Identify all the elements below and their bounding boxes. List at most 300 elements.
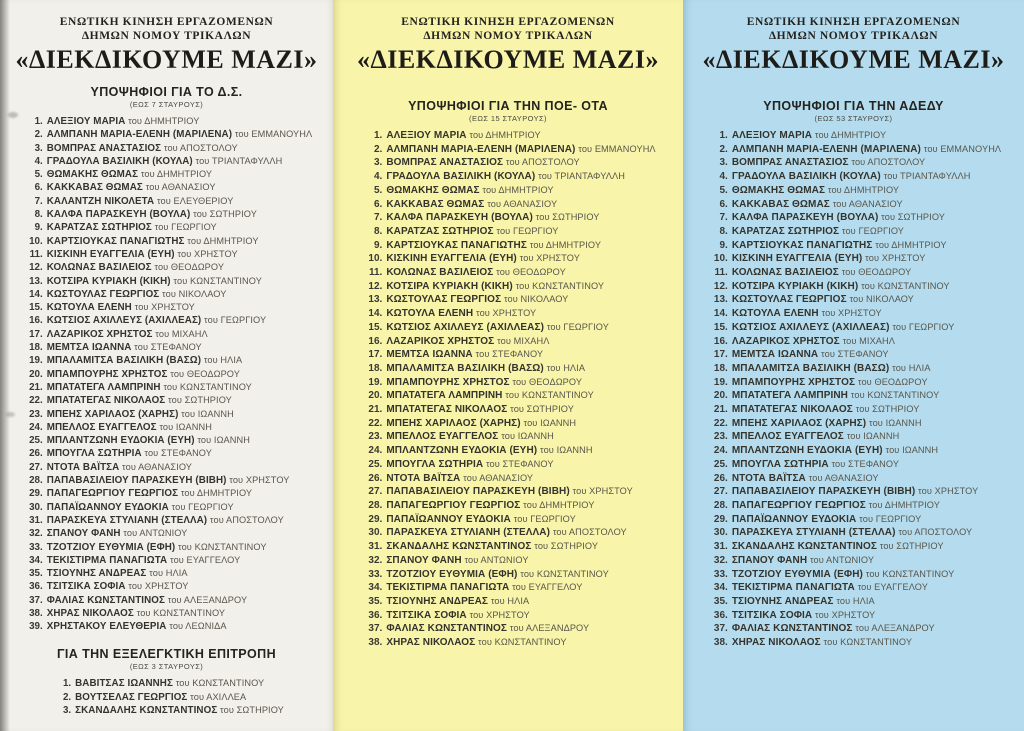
- candidate-row: [706, 444, 1001, 458]
- candidate-name: ΤΖΟΤΖΙΟΥ ΕΥΘΥΜΙΑ (ΕΦΗ): [46, 541, 176, 553]
- candidate-name: ΚΑΡΑΤΖΑΣ ΣΩΤΗΡΙΟΣ: [386, 225, 494, 237]
- candidate-patronymic: του ΚΩΝΣΤΑΝΤΙΝΟΥ: [850, 390, 940, 401]
- candidate-number: 11.: [714, 267, 728, 279]
- candidate-name: ΜΠΑΤΑΤΕΓΑΣ ΝΙΚΟΛΑΟΣ: [386, 404, 508, 416]
- candidate-row: [706, 266, 1001, 280]
- candidate-list: [360, 129, 655, 650]
- candidate-patronymic: του ΧΡΗΣΤΟΥ: [134, 302, 195, 313]
- candidate-name: ΜΠΑΛΑΜΙΤΣΑ ΒΑΣΙΛΙΚΗ (ΒΑΣΩ): [46, 355, 202, 367]
- candidate-number: 36.: [713, 609, 728, 621]
- candidate-number: 29.: [713, 513, 728, 525]
- candidate-row: [706, 636, 1001, 650]
- candidate-number: 29.: [29, 488, 43, 500]
- candidate-number: 9.: [719, 239, 728, 251]
- candidate-row: [706, 376, 1001, 390]
- candidate-number: 22.: [29, 395, 43, 407]
- candidate-patronymic: του ΓΕΩΡΓΙΟΥ: [204, 315, 267, 326]
- candidate-list: [49, 677, 284, 717]
- candidate-patronymic: του ΧΡΗΣΤΟΥ: [177, 248, 238, 259]
- candidate-number: 27.: [29, 461, 43, 473]
- candidate-number: 12.: [368, 280, 383, 292]
- candidate-name: ΓΡΑΔΟΥΛΑ ΒΑΣΙΛΙΚΗ (ΚΟΥΛΑ): [386, 171, 536, 183]
- candidate-patronymic: του ΑΠΟΣΤΟΛΟΥ: [209, 514, 284, 525]
- slogan: «ΔΙΕΚΔΙΚΟΥΜΕ ΜΑΖΙ»: [15, 45, 318, 74]
- candidate-patronymic: του ΧΡΗΣΤΟΥ: [865, 253, 926, 264]
- candidate-patronymic: του ΣΤΕΦΑΝΟΥ: [821, 349, 889, 360]
- candidate-patronymic: του ΜΙΧΑΗΛ: [497, 335, 550, 346]
- candidate-name: ΜΠΛΑΝΤΖΩΝΗ ΕΥΔΟΚΙΑ (ΕΥΗ): [46, 435, 195, 447]
- candidate-number: 15.: [713, 321, 728, 333]
- candidate-name: ΜΠΑΛΑΜΙΤΣΑ ΒΑΣΙΛΙΚΗ (ΒΑΣΩ): [731, 362, 890, 374]
- ballot-panel-poe-ota: [333, 0, 683, 731]
- candidate-name: ΚΑΚΚΑΒΑΣ ΘΩΜΑΣ: [731, 198, 830, 210]
- section-cross-limit: (ΕΩΣ 3 ΣΤΑΥΡΟΥΣ): [129, 662, 204, 672]
- candidate-patronymic: του ΚΩΝΣΤΑΝΤΙΝΟΥ: [823, 637, 913, 648]
- candidate-patronymic: του ΘΕΟΔΩΡΟΥ: [496, 267, 566, 278]
- candidate-number: 17.: [29, 328, 43, 340]
- candidate-name: ΜΠΕΛΛΟΣ ΕΥΑΓΓΕΛΟΣ: [731, 431, 844, 443]
- org-name-line1: ΕΝΩΤΙΚΗ ΚΙΝΗΣΗ ΕΡΓΑΖΟΜΕΝΩΝ: [746, 16, 961, 28]
- candidate-patronymic: του ΙΩΑΝΝΗ: [197, 435, 250, 446]
- candidate-patronymic: του ΔΗΜΗΤΡΙΟΥ: [140, 169, 213, 180]
- candidate-row: [360, 280, 655, 294]
- candidate-row: [21, 461, 313, 474]
- section-title: ΥΠΟΨΗΦΙΟΙ ΓΙΑ ΤΗΝ ΑΔΕΔΥ: [763, 99, 944, 113]
- candidate-row: [360, 499, 655, 513]
- candidate-number: 30.: [368, 527, 383, 539]
- candidate-name: ΣΠΑΝΟΥ ΦΑΝΗ: [386, 554, 462, 566]
- candidate-patronymic: του ΑΘΑΝΑΣΙΟΥ: [122, 461, 193, 472]
- candidate-number: 28.: [713, 499, 728, 511]
- candidate-row: [360, 170, 655, 184]
- candidate-number: 28.: [29, 475, 43, 487]
- org-name-line2: ΔΗΜΩΝ ΝΟΜΟΥ ΤΡΙΚΑΛΩΝ: [423, 29, 593, 42]
- candidate-patronymic: του ΕΥΑΓΓΕΛΟΥ: [857, 582, 928, 593]
- candidate-row: [21, 314, 313, 327]
- candidate-row: [706, 430, 1001, 444]
- candidate-number: 27.: [368, 486, 383, 498]
- candidate-name: ΚΑΛΑΝΤΖΗ ΝΙΚΟΛΕΤΑ: [46, 195, 155, 207]
- candidate-number: 10.: [713, 253, 728, 265]
- candidate-row: [706, 348, 1001, 362]
- candidate-name: ΜΠΕΗΣ ΧΑΡΙΛΑΟΣ (ΧΑΡΗΣ): [386, 417, 521, 429]
- candidate-patronymic: του ΗΛΙΑ: [836, 595, 875, 606]
- candidate-name: ΘΩΜΑΚΗΣ ΘΩΜΑΣ: [46, 169, 139, 181]
- candidate-number: 1.: [62, 678, 72, 690]
- candidate-number: 22.: [713, 417, 728, 429]
- candidate-row: [49, 704, 284, 717]
- candidate-row: [21, 394, 313, 407]
- candidate-number: 4.: [373, 171, 383, 183]
- candidate-row: [706, 595, 1001, 609]
- candidate-name: ΠΑΠΑΒΑΣΙΛΕΙΟΥ ΠΑΡΑΣΚΕΥΗ (ΒΙΒΗ): [386, 486, 570, 498]
- candidate-name: ΚΩΣΤΟΥΛΑΣ ΓΕΩΡΓΙΟΣ: [386, 294, 502, 306]
- candidate-patronymic: του ΑΘΑΝΑΣΙΟΥ: [487, 198, 558, 209]
- slogan: «ΔΙΕΚΔΙΚΟΥΜΕ ΜΑΖΙ»: [702, 45, 1005, 74]
- candidate-number: 20.: [713, 390, 728, 402]
- candidate-number: 21.: [29, 381, 43, 393]
- candidate-patronymic: του ΕΜΜΑΝΟΥΗΛ: [923, 143, 1002, 154]
- candidate-patronymic: του ΑΠΟΣΤΟΛΟΥ: [851, 157, 926, 168]
- candidate-row: [706, 389, 1001, 403]
- candidate-row: [706, 321, 1001, 335]
- candidate-patronymic: του ΔΗΜΗΤΡΙΟΥ: [814, 130, 887, 140]
- candidate-patronymic: του ΤΡΙΑΝΤΑΦΥΛΛΗ: [538, 171, 625, 182]
- candidate-name: ΓΡΑΔΟΥΛΑ ΒΑΣΙΛΙΚΗ (ΚΟΥΛΑ): [731, 171, 881, 183]
- candidate-name: ΚΩΤΣΙΟΣ ΑΧΙΛΛΕΥΣ (ΑΧΙΛΛΕΑΣ): [46, 315, 202, 327]
- candidate-patronymic: του ΛΕΩΝΙΔΑ: [169, 621, 227, 632]
- candidate-name: ΧΗΡΑΣ ΝΙΚΟΛΑΟΣ: [46, 607, 134, 619]
- candidate-list: [21, 115, 313, 634]
- candidate-patronymic: του ΗΛΙΑ: [203, 355, 243, 366]
- candidate-number: 5.: [373, 184, 383, 196]
- candidate-patronymic: του ΔΗΜΗΤΡΙΟΥ: [482, 184, 554, 195]
- candidate-row: [21, 142, 313, 155]
- org-name-line2: ΔΗΜΩΝ ΝΟΜΟΥ ΤΡΙΚΑΛΩΝ: [768, 29, 939, 42]
- candidate-number: 6.: [373, 198, 383, 210]
- candidate-number: 4.: [719, 171, 728, 183]
- candidate-patronymic: του ΘΕΟΔΩΡΟΥ: [841, 267, 912, 278]
- candidate-number: 21.: [713, 404, 728, 416]
- candidate-patronymic: του ΚΩΝΣΤΑΝΤΙΝΟΥ: [178, 541, 267, 552]
- candidate-row: [360, 485, 655, 499]
- candidate-name: ΤΕΚΙΣΤΙΡΜΑ ΠΑΝΑΓΙΩΤΑ: [46, 554, 168, 566]
- candidate-patronymic: του ΔΗΜΗΤΡΙΟΥ: [128, 116, 200, 126]
- candidate-patronymic: του ΕΛΕΥΘΕΡΙΟΥ: [156, 195, 234, 206]
- candidate-number: 33.: [713, 568, 728, 580]
- candidate-row: [21, 620, 313, 633]
- candidate-number: 38.: [29, 607, 43, 619]
- candidate-number: 11.: [368, 267, 383, 279]
- candidate-row: [21, 248, 313, 261]
- candidate-number: 2.: [373, 143, 383, 155]
- candidate-number: 19.: [713, 376, 728, 388]
- candidate-row: [360, 417, 655, 431]
- candidate-number: 10.: [368, 253, 383, 265]
- candidate-name: ΧΗΡΑΣ ΝΙΚΟΛΑΟΣ: [386, 637, 476, 649]
- candidate-name: ΒΟΜΠΡΑΣ ΑΝΑΣΤΑΣΙΟΣ: [46, 142, 162, 154]
- candidate-row: [360, 526, 655, 540]
- candidate-patronymic: του ΣΩΤΗΡΙΟΥ: [879, 541, 944, 552]
- candidate-patronymic: του ΙΩΑΝΝΗ: [885, 445, 939, 456]
- candidate-number: 6.: [34, 182, 43, 194]
- candidate-name: ΜΠΑΤΑΤΕΓΑΣ ΝΙΚΟΛΑΟΣ: [731, 404, 853, 416]
- candidate-patronymic: του ΚΩΝΣΤΑΝΤΙΝΟΥ: [520, 568, 609, 579]
- candidate-number: 28.: [368, 499, 383, 511]
- candidate-row: [21, 168, 313, 181]
- candidate-name: ΣΚΑΝΔΑΛΗΣ ΚΩΝΣΤΑΝΤΙΝΟΣ: [386, 541, 532, 553]
- candidate-number: 34.: [29, 554, 43, 566]
- candidate-number: 20.: [368, 390, 383, 402]
- candidate-name: ΚΑΡΑΤΖΑΣ ΣΩΤΗΡΙΟΣ: [46, 222, 152, 234]
- candidate-name: ΣΚΑΝΔΑΛΗΣ ΚΩΝΣΤΑΝΤΙΝΟΣ: [75, 704, 218, 716]
- candidate-number: 15.: [29, 302, 43, 314]
- candidate-name: ΚΩΤΣΙΟΣ ΑΧΙΛΛΕΥΣ (ΑΧΙΛΛΕΑΣ): [731, 321, 890, 333]
- candidate-name: ΠΑΠΑΪΩΑΝΝΟΥ ΕΥΔΟΚΙΑ: [731, 513, 857, 525]
- candidate-patronymic: του ΣΤΕΦΑΝΟΥ: [144, 448, 212, 459]
- section-cross-limit: (ΕΩΣ 7 ΣΤΑΥΡΟΥΣ): [129, 100, 204, 109]
- candidate-number: 24.: [713, 445, 728, 457]
- candidate-number: 35.: [29, 568, 43, 580]
- candidate-row: [706, 198, 1001, 212]
- candidate-number: 33.: [29, 541, 43, 553]
- candidate-number: 18.: [713, 362, 728, 374]
- candidate-patronymic: του ΓΕΩΡΓΙΟΥ: [171, 501, 234, 512]
- candidate-name: ΤΣΙΟΥΝΗΣ ΑΝΔΡΕΑΣ: [386, 595, 489, 607]
- candidate-patronymic: του ΑΠΟΣΤΟΛΟΥ: [163, 142, 238, 153]
- candidate-number: 7.: [719, 212, 728, 224]
- candidate-number: 32.: [29, 528, 43, 540]
- candidate-number: 38.: [368, 637, 383, 649]
- ballot-panel-ds: [0, 0, 333, 731]
- candidate-name: ΚΑΚΚΑΒΑΣ ΘΩΜΑΣ: [46, 182, 143, 194]
- candidate-name: ΒΟΜΠΡΑΣ ΑΝΑΣΤΑΣΙΟΣ: [386, 157, 504, 169]
- candidate-name: ΚΟΛΩΝΑΣ ΒΑΣΙΛΕΙΟΣ: [731, 267, 839, 279]
- candidate-number: 26.: [713, 472, 728, 484]
- candidate-row: [706, 581, 1001, 595]
- candidate-row: [360, 143, 655, 157]
- candidate-number: 1.: [34, 116, 43, 127]
- candidate-name: ΜΠΑΜΠΟΥΡΗΣ ΧΡΗΣΤΟΣ: [46, 368, 168, 380]
- candidate-patronymic: του ΤΡΙΑΝΤΑΦΥΛΛΗ: [883, 171, 971, 182]
- candidate-row: [21, 368, 313, 381]
- candidate-name: ΛΑΖΑΡΙΚΟΣ ΧΡΗΣΤΟΣ: [46, 328, 153, 340]
- candidate-row: [360, 321, 655, 335]
- candidate-number: 16.: [713, 335, 728, 347]
- candidate-row: [706, 307, 1001, 321]
- candidate-name: ΜΠΟΥΓΛΑ ΣΩΤΗΡΙΑ: [46, 448, 142, 460]
- candidate-row: [706, 225, 1001, 239]
- candidate-row: [21, 261, 313, 274]
- candidate-row: [49, 691, 284, 704]
- candidate-patronymic: του ΗΛΙΑ: [892, 362, 931, 373]
- candidate-number: 37.: [368, 623, 383, 635]
- candidate-name: ΜΕΜΤΣΑ ΙΩΑΝΝΑ: [46, 342, 132, 354]
- candidate-name: ΠΑΠΑΓΕΩΡΓΙΟΥ ΓΕΩΡΓΙΟΣ: [731, 499, 866, 511]
- candidate-number: 5.: [34, 169, 43, 181]
- candidate-name: ΠΑΠΑΒΑΣΙΛΕΙΟΥ ΠΑΡΑΣΚΕΥΗ (ΒΙΒΗ): [731, 486, 916, 498]
- section-title: ΥΠΟΨΗΦΙΟΙ ΓΙΑ ΤΗΝ ΠΟΕ- ΟΤΑ: [408, 99, 608, 113]
- candidate-row: [360, 293, 655, 307]
- candidate-number: 30.: [713, 527, 728, 539]
- candidate-patronymic: του ΑΠΟΣΤΟΛΟΥ: [505, 157, 580, 168]
- candidate-name: ΦΑΛΙΑΣ ΚΩΝΣΤΑΝΤΙΝΟΣ: [731, 623, 853, 635]
- candidate-patronymic: του ΣΩΤΗΡΙΟΥ: [881, 212, 945, 223]
- candidate-number: 23.: [368, 431, 383, 443]
- candidate-name: ΚΩΣΤΟΥΛΑΣ ΓΕΩΡΓΙΟΣ: [46, 288, 160, 300]
- candidate-number: 35.: [713, 595, 728, 607]
- candidate-patronymic: του ΔΗΜΗΤΡΙΟΥ: [529, 239, 602, 250]
- candidate-row: [21, 554, 313, 567]
- candidate-name: ΒΑΒΙΤΣΑΣ ΙΩΑΝΝΗΣ: [75, 678, 173, 690]
- candidate-row: [49, 677, 284, 690]
- candidate-row: [21, 434, 313, 447]
- candidate-patronymic: του ΑΘΑΝΑΣΙΟΥ: [808, 472, 879, 483]
- candidate-name: ΤΖΟΤΖΙΟΥ ΕΥΘΥΜΙΑ (ΕΦΗ): [386, 568, 518, 580]
- candidate-patronymic: του ΔΗΜΗΤΡΙΟΥ: [875, 239, 947, 250]
- candidate-patronymic: του ΚΩΝΣΤΑΝΤΙΝΟΥ: [515, 280, 605, 291]
- candidate-patronymic: του ΣΤΕΦΑΝΟΥ: [485, 458, 554, 469]
- section-title: ΥΠΟΨΗΦΙΟΙ ΓΙΑ ΤΟ Δ.Σ.: [90, 85, 243, 99]
- candidate-patronymic: του ΓΕΩΡΓΙΟΥ: [841, 225, 905, 236]
- candidate-row: [21, 128, 313, 141]
- candidate-name: ΑΛΜΠΑΝΗ ΜΑΡΙΑ-ΕΛΕΝΗ (ΜΑΡΙΛΕΝΑ): [46, 129, 233, 141]
- candidate-number: 12.: [29, 262, 43, 274]
- candidate-row: [21, 208, 313, 221]
- candidate-patronymic: του ΗΛΙΑ: [546, 362, 586, 373]
- candidate-name: ΜΠΛΑΝΤΖΩΝΗ ΕΥΔΟΚΙΑ (ΕΥΗ): [731, 445, 883, 457]
- candidate-name: ΘΩΜΑΚΗΣ ΘΩΜΑΣ: [731, 184, 826, 196]
- candidate-patronymic: του ΚΩΝΣΤΑΝΤΙΝΟΥ: [861, 280, 950, 291]
- candidate-patronymic: του ΘΕΟΔΩΡΟΥ: [170, 368, 240, 379]
- candidate-name: ΚΩΤΟΥΛΑ ΕΛΕΝΗ: [386, 308, 474, 320]
- candidate-row: [21, 275, 313, 288]
- candidate-name: ΤΣΙΟΥΝΗΣ ΑΝΔΡΕΑΣ: [46, 568, 147, 580]
- candidate-row: [360, 581, 655, 595]
- candidate-patronymic: του ΑΝΤΩΝΙΟΥ: [123, 528, 188, 539]
- candidate-row: [21, 381, 313, 394]
- candidate-name: ΚΙΣΚΙΝΗ ΕΥΑΓΓΕΛΙΑ (ΕΥΗ): [46, 248, 175, 260]
- candidate-number: 29.: [368, 513, 383, 525]
- candidate-patronymic: του ΚΩΝΣΤΑΝΤΙΝΟΥ: [865, 568, 955, 579]
- candidate-name: ΑΛΕΞΙΟΥ ΜΑΡΙΑ: [386, 130, 467, 141]
- candidate-row: [360, 239, 655, 253]
- candidate-name: ΣΠΑΝΟΥ ΦΑΝΗ: [731, 554, 808, 566]
- candidate-row: [21, 354, 313, 367]
- ballot-panel-adedy: [683, 0, 1024, 731]
- candidate-patronymic: του ΔΗΜΗΤΡΙΟΥ: [827, 184, 900, 195]
- candidate-number: 18.: [368, 362, 383, 374]
- candidate-number: 31.: [368, 541, 383, 553]
- candidate-number: 3.: [719, 157, 728, 169]
- ballot-section: [333, 99, 683, 650]
- candidate-number: 7.: [373, 212, 383, 224]
- candidate-number: 3.: [373, 157, 383, 169]
- candidate-name: ΠΑΡΑΣΚΕΥΑ ΣΤΥΛΙΑΝΗ (ΣΤΕΛΛΑ): [731, 527, 896, 539]
- candidate-name: ΦΑΛΙΑΣ ΚΩΝΣΤΑΝΤΙΝΟΣ: [46, 594, 165, 606]
- candidate-number: 17.: [368, 349, 383, 361]
- candidate-name: ΚΩΣΤΟΥΛΑΣ ΓΕΩΡΓΙΟΣ: [731, 294, 847, 306]
- candidate-row: [360, 307, 655, 321]
- candidate-patronymic: του ΑΠΟΣΤΟΛΟΥ: [552, 527, 627, 538]
- candidate-name: ΚΑΡΑΤΖΑΣ ΣΩΤΗΡΙΟΣ: [731, 225, 840, 237]
- candidate-row: [21, 580, 313, 593]
- candidate-number: 35.: [368, 595, 383, 607]
- candidate-number: 14.: [368, 308, 383, 320]
- candidate-number: 34.: [368, 582, 383, 594]
- candidate-patronymic: του ΣΩΤΗΡΙΟΥ: [510, 404, 574, 415]
- candidate-name: ΚΙΣΚΙΝΗ ΕΥΑΓΓΕΛΙΑ (ΕΥΗ): [731, 253, 863, 265]
- candidate-number: 25.: [713, 458, 728, 470]
- candidate-number: 21.: [368, 404, 383, 416]
- candidate-row: [21, 447, 313, 460]
- candidate-name: ΚΩΤΟΥΛΑ ΕΛΕΝΗ: [46, 302, 132, 314]
- candidate-name: ΚΑΛΦΑ ΠΑΡΑΣΚΕΥΗ (ΒΟΥΛΑ): [386, 212, 533, 224]
- candidate-number: 37.: [713, 623, 728, 635]
- candidate-patronymic: του ΝΙΚΟΛΑΟΥ: [162, 288, 227, 299]
- candidate-name: ΧΗΡΑΣ ΝΙΚΟΛΑΟΣ: [731, 637, 821, 649]
- candidate-patronymic: του ΧΡΗΣΤΟΥ: [475, 308, 537, 319]
- candidate-row: [21, 328, 313, 341]
- candidate-name: ΒΟΥΤΣΕΛΑΣ ΓΕΩΡΓΙΟΣ: [75, 691, 188, 703]
- candidate-row: [706, 622, 1001, 636]
- candidate-number: 38.: [713, 637, 728, 649]
- candidate-patronymic: του ΑΝΤΩΝΙΟΥ: [809, 554, 875, 565]
- candidate-row: [360, 540, 655, 554]
- candidate-name: ΜΠΑΜΠΟΥΡΗΣ ΧΡΗΣΤΟΣ: [386, 376, 510, 388]
- candidate-number: 8.: [34, 209, 43, 221]
- candidate-number: 9.: [373, 239, 383, 251]
- candidate-name: ΚΑΚΚΑΒΑΣ ΘΩΜΑΣ: [386, 198, 485, 210]
- candidate-row: [360, 622, 655, 636]
- candidate-patronymic: του ΧΡΗΣΤΟΥ: [519, 253, 580, 264]
- candidate-row: [706, 293, 1001, 307]
- candidate-name: ΠΑΠΑΓΕΩΡΓΙΟΥ ΓΕΩΡΓΙΟΣ: [386, 499, 521, 511]
- candidate-name: ΤΣΙΤΣΙΚΑ ΣΟΦΙΑ: [731, 609, 813, 621]
- candidate-name: ΑΛΕΞΙΟΥ ΜΑΡΙΑ: [731, 130, 813, 141]
- candidate-name: ΒΟΜΠΡΑΣ ΑΝΑΣΤΑΣΙΟΣ: [731, 157, 849, 169]
- candidate-row: [706, 280, 1001, 294]
- candidate-name: ΚΑΛΦΑ ΠΑΡΑΣΚΕΥΗ (ΒΟΥΛΑ): [46, 209, 191, 221]
- candidate-row: [360, 211, 655, 225]
- candidate-row: [21, 341, 313, 354]
- candidate-number: 2.: [719, 143, 728, 155]
- candidate-row: [706, 485, 1001, 499]
- candidate-patronymic: του ΚΩΝΣΤΑΝΤΙΝΟΥ: [505, 390, 594, 401]
- candidate-patronymic: του ΓΕΩΡΓΙΟΥ: [513, 513, 576, 524]
- candidate-name: ΝΤΟΤΑ ΒΑΪΤΣΑ: [731, 472, 806, 484]
- section-title: ΓΙΑ ΤΗΝ ΕΞΕΛΕΓΚΤΙΚΗ ΕΠΙΤΡΟΠΗ: [56, 647, 276, 662]
- candidate-name: ΑΛΕΞΙΟΥ ΜΑΡΙΑ: [46, 116, 126, 127]
- candidate-row: [706, 403, 1001, 417]
- candidate-row: [706, 252, 1001, 266]
- candidate-name: ΦΑΛΙΑΣ ΚΩΝΣΤΑΝΤΙΝΟΣ: [386, 623, 507, 635]
- candidate-row: [706, 540, 1001, 554]
- candidate-row: [706, 499, 1001, 513]
- candidate-name: ΚΟΤΣΙΡΑ ΚΥΡΙΑΚΗ (ΚΙΚΗ): [46, 275, 171, 287]
- candidate-patronymic: του ΕΥΑΓΓΕΛΟΥ: [169, 554, 241, 565]
- candidate-row: [706, 211, 1001, 225]
- candidate-patronymic: του ΑΛΕΞΑΝΔΡΟΥ: [167, 594, 248, 605]
- candidate-name: ΜΠΟΥΓΛΑ ΣΩΤΗΡΙΑ: [731, 458, 829, 470]
- candidate-name: ΜΠΛΑΝΤΖΩΝΗ ΕΥΔΟΚΙΑ (ΕΥΗ): [386, 445, 538, 457]
- candidate-patronymic: του ΑΛΕΞΑΝΔΡΟΥ: [855, 623, 935, 634]
- candidate-number: 36.: [368, 609, 383, 621]
- candidate-row: [21, 607, 313, 620]
- candidate-row: [360, 156, 655, 170]
- candidate-patronymic: του ΝΙΚΟΛΑΟΥ: [503, 294, 569, 305]
- candidate-patronymic: του ΚΩΝΣΤΑΝΤΙΝΟΥ: [175, 678, 265, 689]
- candidate-row: [706, 362, 1001, 376]
- candidate-name: ΝΤΟΤΑ ΒΑΪΤΣΑ: [386, 472, 461, 484]
- candidate-name: ΤΣΙΤΣΙΚΑ ΣΟΦΙΑ: [46, 581, 126, 593]
- candidate-row: [360, 225, 655, 239]
- candidate-row: [21, 408, 313, 421]
- candidate-row: [21, 474, 313, 487]
- candidate-name: ΜΠΕΛΛΟΣ ΕΥΑΓΓΕΛΟΣ: [46, 421, 157, 433]
- candidate-patronymic: του ΘΕΟΔΩΡΟΥ: [512, 376, 583, 387]
- candidate-name: ΜΕΜΤΣΑ ΙΩΑΝΝΑ: [386, 349, 473, 361]
- candidate-number: 36.: [29, 581, 43, 593]
- candidate-name: ΣΚΑΝΔΑΛΗΣ ΚΩΝΣΤΑΝΤΙΝΟΣ: [731, 541, 877, 553]
- candidate-row: [21, 301, 313, 314]
- candidate-patronymic: του ΣΩΤΗΡΙΟΥ: [535, 212, 600, 223]
- candidate-row: [706, 335, 1001, 349]
- candidate-row: [360, 472, 655, 486]
- candidate-patronymic: του ΙΩΑΝΝΗ: [539, 445, 593, 456]
- candidate-patronymic: του ΣΩΤΗΡΙΟΥ: [534, 541, 599, 552]
- candidate-row: [360, 609, 655, 623]
